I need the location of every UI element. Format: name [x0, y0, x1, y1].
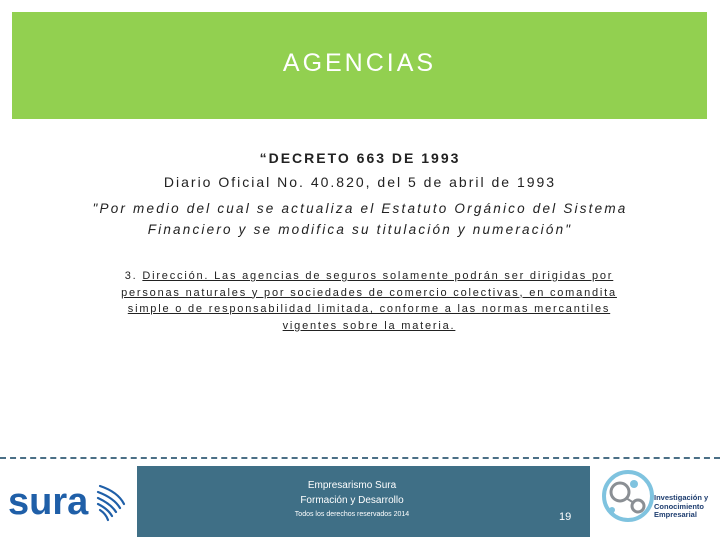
footer-company: Empresarismo Sura: [307, 480, 397, 491]
footer-copyright: Todos los derechos reservados 2014: [294, 511, 410, 518]
sura-logo-text: sura: [8, 481, 89, 523]
article-text: simple o de responsabilidad limitada, conforme a las normas mercantiles: [127, 303, 611, 315]
article-text: personas naturales y por sociedades de comercio colectivas, en comandita: [121, 286, 617, 299]
network-icon: [604, 472, 652, 520]
article-text: Dirección. Las agencias de seguros solamente podrán ser dirigidas por: [142, 270, 614, 282]
decree-publication: Diario Oficial No. 40.820, del 5 de abril de 1993: [163, 174, 557, 190]
sura-wave-icon: [98, 486, 124, 520]
footer-panel: [137, 466, 590, 537]
footer-divider: [0, 457, 720, 459]
decree-title: “DECRETO 663 DE 1993: [259, 150, 461, 166]
logo-text-line: Conocimiento: [654, 501, 704, 511]
article-line: [95, 268, 643, 285]
logo-text-line: Investigación y: [654, 493, 709, 502]
quote-line: "Por medio del cual se actualiza el Estatuto Orgánico del Sistema: [92, 201, 628, 216]
decree-quote: [60, 198, 660, 240]
sura-logo: [6, 478, 132, 524]
page-number: 19: [559, 511, 572, 523]
article-text: vigentes sobre la materia.: [282, 319, 456, 332]
footer-department: Formación y Desarrollo: [300, 495, 404, 506]
quote-line: Financiero y se modifica su titulación y numeración": [147, 222, 573, 237]
slide-title: AGENCIAS: [282, 49, 437, 77]
title-banner: [12, 12, 707, 119]
article-paragraph: [95, 268, 643, 334]
decree-header: [60, 146, 660, 194]
investigacion-logo-text: [654, 494, 708, 520]
article-number: 3.: [124, 270, 138, 282]
logo-text-line: Empresarial: [654, 510, 697, 519]
